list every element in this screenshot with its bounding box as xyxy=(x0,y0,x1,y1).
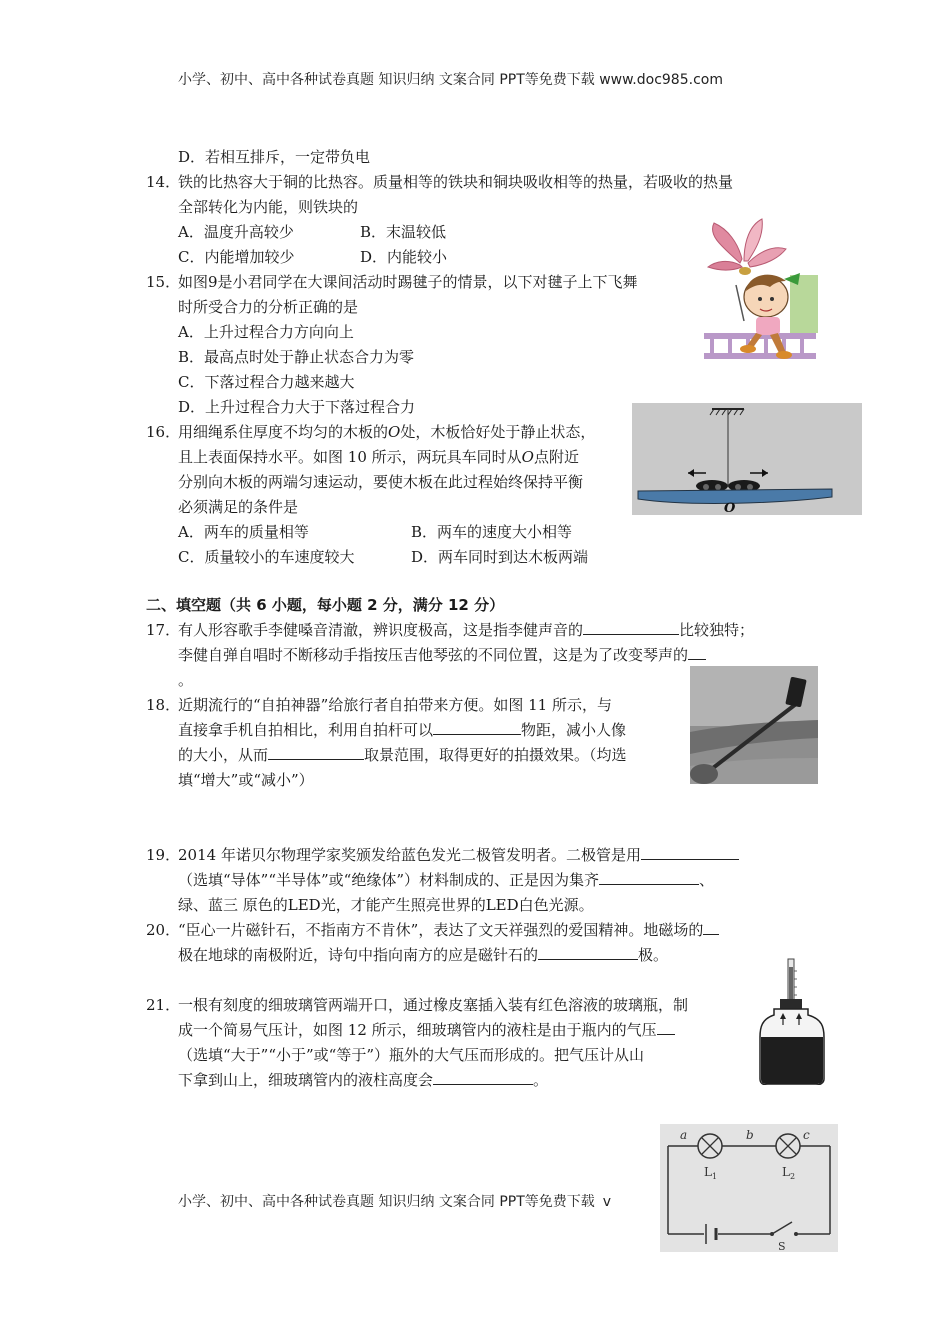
q18-line3 xyxy=(178,745,627,765)
q20-blank-1[interactable] xyxy=(703,920,719,935)
q18-number: 18． xyxy=(146,696,181,714)
q16-option-c: C．质量较小的车速度较大 xyxy=(178,548,355,566)
q18-text2a: 直接拿手机自拍相比，利用自拍杆可以 xyxy=(178,721,434,739)
q14-line1 xyxy=(146,172,733,192)
q19-blank-2[interactable] xyxy=(599,870,699,885)
q18-blank-2[interactable] xyxy=(268,745,364,760)
q16-text2: 且上表面保持水平。如图 10 所示，两玩具车同时从 xyxy=(178,448,522,466)
q14-text1: 铁的比热容大于铜的比热容。质量相等的铁块和铜块吸收相等的热量，若吸收的热量 xyxy=(178,173,734,191)
page-footer-text: 小学、初中、高中各种试卷真题 知识归纳 文案合同 PPT等免费下载 xyxy=(178,1194,595,1210)
q20-text1: “臣心一片磁针石，不指南方不肯休”，表达了文天祥强烈的爱国精神。地磁场的 xyxy=(178,921,704,939)
q14-option-c: C．内能增加较少 xyxy=(178,248,295,266)
q16-number: 16． xyxy=(146,423,181,441)
figure-11-selfie-stick-photo xyxy=(690,666,818,784)
q19-number: 19． xyxy=(146,846,181,864)
q15-line1 xyxy=(146,272,638,292)
q16-text1: 用细绳系住厚度不均匀的木板的 xyxy=(178,423,389,441)
q19-text1: 2014 年诺贝尔物理学家奖颁发给蓝色发光二极管发明者。二极管是用 xyxy=(178,846,641,864)
q21-text4b: 。 xyxy=(533,1071,549,1089)
circuit-diagram xyxy=(660,1124,838,1252)
q19-line3: 绿、蓝三 原色的LED光，才能产生照亮世界的LED白色光源。 xyxy=(178,896,594,914)
q18-text3a: 的大小，从而 xyxy=(178,746,269,764)
q16-line2 xyxy=(178,447,579,467)
section-2-heading: 二、填空题（共 6 小题，每小题 2 分，满分 12 分） xyxy=(146,596,505,614)
lamp-l2-label: $L_2$ xyxy=(782,1165,796,1181)
q17-text1b: 比较独特； xyxy=(679,621,755,639)
q19-text2b: 、 xyxy=(699,871,715,889)
page-header: 小学、初中、高中各种试卷真题 知识归纳 文案合同 PPT等免费下载 www.doc985.com xyxy=(178,72,723,88)
q18-text1: 近期流行的“自拍神器”给旅行者自拍带来方便。如图 11 所示，与 xyxy=(178,696,612,714)
q16-line3: 分别向木板的两端匀速运动，要使木板在此过程始终保持平衡 xyxy=(178,473,584,491)
q17-blank-1[interactable] xyxy=(583,620,679,635)
figure-10-balance-board xyxy=(632,403,862,515)
lamp-l2-icon xyxy=(776,1134,800,1158)
q15-line2: 时所受合力的分析正确的是 xyxy=(178,298,359,316)
q20-text2b: 极。 xyxy=(638,946,669,964)
q16-option-b: B．两车的速度大小相等 xyxy=(411,523,573,541)
q15-option-b: B．最高点时处于静止状态合力为零 xyxy=(178,348,415,366)
q16-text2b: 点附近 xyxy=(533,448,579,466)
q18-text2b: 物距，减小人像 xyxy=(521,721,627,739)
q15-option-c: C．下落过程合力越来越大 xyxy=(178,373,355,391)
q15-option-d: D．上升过程合力大于下落过程合力 xyxy=(178,398,416,416)
q17-text1: 有人形容歌手李健嗓音清澈，辨识度极高，这是指李健声音的 xyxy=(178,621,584,639)
figure-12-barometer xyxy=(758,957,826,1085)
q21-line3: （选填“大于”“小于”或“等于”）瓶外的大气压而形成的。把气压计从山 xyxy=(178,1046,645,1064)
q18-line1 xyxy=(146,695,612,715)
q21-blank-2[interactable] xyxy=(433,1070,533,1085)
q21-number: 21． xyxy=(146,996,181,1014)
q16-point-o-2: O xyxy=(521,448,534,466)
q14-option-a: A．温度升高较少 xyxy=(178,223,294,241)
q17-blank-2[interactable] xyxy=(688,645,706,660)
q14-option-d: D．内能较小 xyxy=(360,248,448,266)
lamp-l1-icon xyxy=(698,1134,722,1158)
page-footer-cut: v xyxy=(602,1194,612,1210)
q18-blank-1[interactable] xyxy=(433,720,521,735)
q17-line1 xyxy=(146,620,754,640)
q14-option-b: B．末温较低 xyxy=(360,223,447,241)
page-footer xyxy=(178,1192,611,1212)
q19-line1 xyxy=(146,845,739,865)
q20-number: 20． xyxy=(146,921,181,939)
shuttlecock-icon xyxy=(708,219,786,275)
q16-point-o: O xyxy=(388,423,401,441)
circuit-point-c: c xyxy=(803,1128,810,1142)
circuit-point-b: b xyxy=(746,1128,754,1142)
circuit-point-a: a xyxy=(680,1128,688,1142)
q21-line1 xyxy=(146,995,688,1015)
q17-line2 xyxy=(178,645,706,665)
q20-blank-2[interactable] xyxy=(538,945,638,960)
q20-line2 xyxy=(178,945,668,965)
q16-text1b: 处，木板恰好处于静止状态， xyxy=(400,423,596,441)
q21-blank-1[interactable] xyxy=(657,1020,675,1035)
switch-label: S xyxy=(778,1240,786,1252)
q17-text2: 李健自弹自唱时不断移动手指按压吉他琴弦的不同位置，这是为了改变琴声的 xyxy=(178,646,689,664)
q16-option-d: D．两车同时到达木板两端 xyxy=(411,548,589,566)
figure-9-shuttlecock-illustration xyxy=(700,215,818,370)
q21-text1: 一根有刻度的细玻璃管两端开口，通过橡皮塞插入装有红色溶液的玻璃瓶，制 xyxy=(178,996,689,1014)
q16-line4: 必须满足的条件是 xyxy=(178,498,299,516)
q20-line1 xyxy=(146,920,719,940)
q18-line2 xyxy=(178,720,626,740)
q14-line2: 全部转化为内能，则铁块的 xyxy=(178,198,359,216)
q21-text2: 成一个简易气压计，如图 12 所示，细玻璃管内的液柱是由于瓶内的气压 xyxy=(178,1021,657,1039)
hand-icon xyxy=(690,764,718,784)
q18-line4: 填“增大”或“减小”） xyxy=(178,771,314,789)
q17-number: 17． xyxy=(146,621,181,639)
q17-line3: 。 xyxy=(178,671,194,689)
q15-option-a: A．上升过程合力方向向上 xyxy=(178,323,354,341)
q15-number: 15． xyxy=(146,273,181,291)
q19-text2a: （选填“导体”“半导体”或“绝缘体”）材料制成的、正是因为集齐 xyxy=(178,871,600,889)
q19-line2 xyxy=(178,870,714,890)
q19-blank-1[interactable] xyxy=(641,845,739,860)
lamp-l1-label: $L_1$ xyxy=(704,1165,718,1181)
q21-text4a: 下拿到山上，细玻璃管内的液柱高度会 xyxy=(178,1071,434,1089)
q16-line1 xyxy=(146,422,595,442)
q21-line4 xyxy=(178,1070,548,1090)
q13-option-d: D．若相互排斥，一定带负电 xyxy=(178,148,371,166)
q15-text1: 如图9是小君同学在大课间活动时踢毽子的情景，以下对毽子上下飞舞 xyxy=(178,273,638,291)
q16-option-a: A．两车的质量相等 xyxy=(178,523,309,541)
q18-text3b: 取景范围，取得更好的拍摄效果。（均选 xyxy=(364,746,627,764)
q21-line2 xyxy=(178,1020,675,1040)
q20-text2a: 极在地球的南极附近，诗句中指向南方的应是磁针石的 xyxy=(178,946,539,964)
figure-10-label-o: O xyxy=(724,501,736,515)
q14-number: 14． xyxy=(146,173,181,191)
